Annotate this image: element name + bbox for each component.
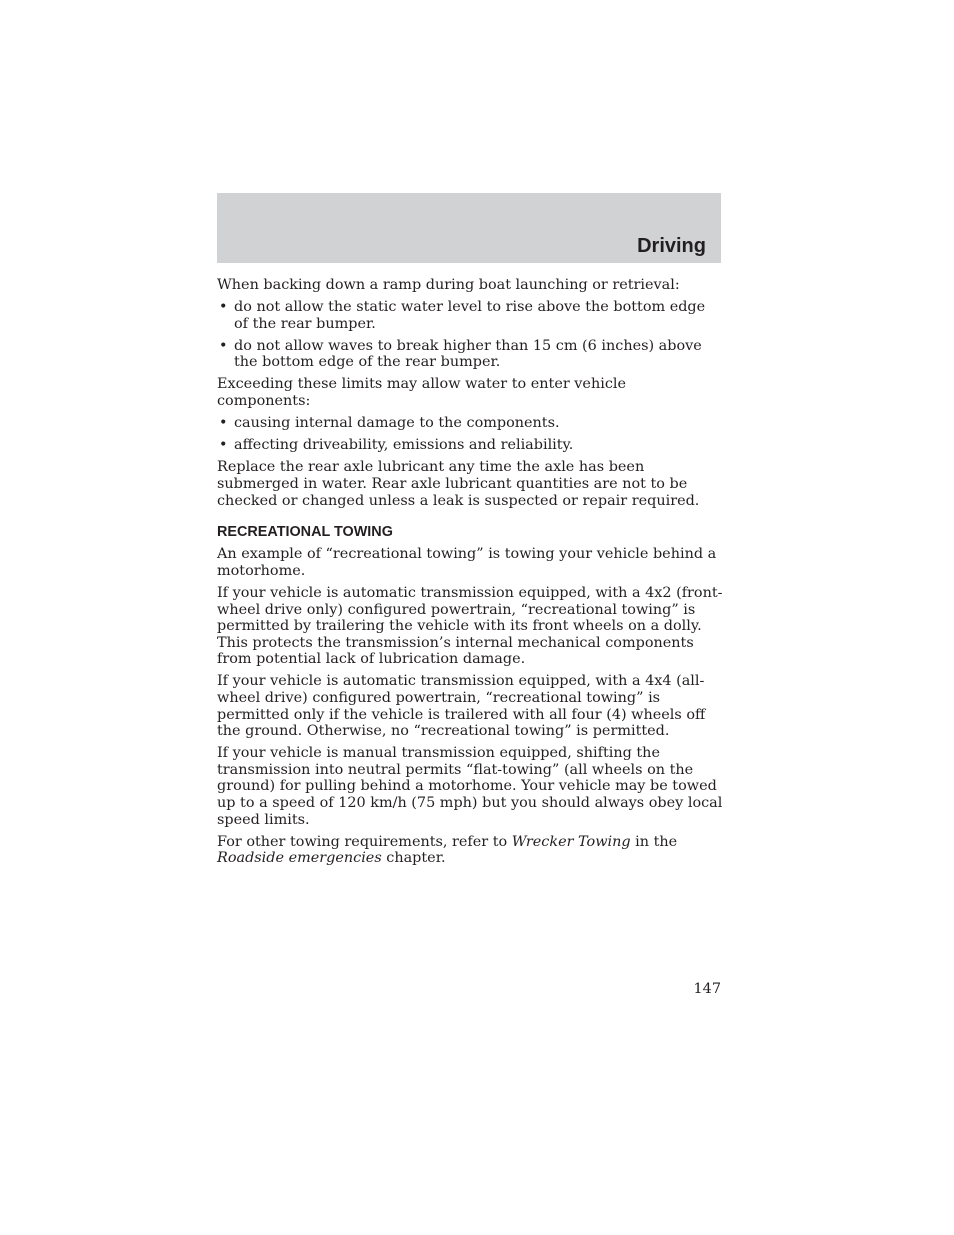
towing-paragraph-manual: If your vehicle is manual transmission equipped, shifting the transmission into neutral permits “flat-towing” (all wheels on the ground) for pulling behind a motorhome. Your vehicle may be towed up to a speed of 120 km/h (75 mph) but you should always obey local speed limits.	[217, 745, 723, 828]
bullet-icon: •	[219, 337, 228, 354]
list-item	[217, 299, 723, 332]
list-item	[217, 415, 723, 432]
list-item-text: affecting driveability, emissions and reliability.	[234, 437, 574, 454]
intro-paragraph: When backing down a ramp during boat launching or retrieval:	[217, 277, 680, 293]
wrecker-towing-reference: Wrecker Towing	[511, 833, 631, 850]
recreational-towing-heading: RECREATIONAL TOWING	[217, 524, 393, 541]
reference-prefix: For other towing requirements, refer to	[217, 833, 512, 850]
towing-paragraph-example: An example of “recreational towing” is towing your vehicle behind a motorhome.	[217, 546, 717, 579]
page-number: 147	[693, 981, 721, 997]
list-item-text: causing internal damage to the components.	[234, 415, 560, 432]
list-item-text: do not allow the static water level to rise above the bottom edge of the rear bumper.	[234, 299, 706, 332]
section-title: Driving	[637, 235, 706, 257]
list-item-text: do not allow waves to break higher than 15 cm (6 inches) above the bottom edge of the rear bumper.	[234, 337, 702, 371]
backing-bullet-list	[217, 299, 723, 371]
bullet-icon: •	[219, 299, 228, 316]
list-item	[217, 338, 723, 371]
reference-suffix: chapter.	[381, 850, 446, 867]
bullet-icon: •	[219, 437, 228, 454]
towing-reference-paragraph	[217, 834, 723, 867]
bullet-icon: •	[219, 415, 228, 432]
list-item	[217, 437, 723, 454]
exceeding-bullet-list	[217, 415, 723, 454]
towing-paragraph-4x2: If your vehicle is automatic transmission equipped, with a 4x2 (front-wheel drive only) configured powertrain, “recreational towing” is permitted by trailering the vehicle with its front wheels on a dolly. This protects the transmission’s internal mechanical components from potential lack of lubrication damage.	[217, 584, 723, 668]
towing-paragraph-4x4: If your vehicle is automatic transmission equipped, with a 4x4 (all-wheel drive) configured powertrain, “recreational towing” is permitted only if the vehicle is trailered with all four (4) wheels off the ground. Otherwise, no “recreational towing” is permitted.	[217, 673, 706, 740]
axle-paragraph: Replace the rear axle lubricant any time the axle has been submerged in water. Rear axle lubricant quantities are not to be checked or changed unless a leak is suspected or repair required.	[217, 459, 700, 509]
exceeding-paragraph: Exceeding these limits may allow water to enter vehicle components:	[217, 376, 626, 410]
page-content	[217, 277, 723, 872]
roadside-emergencies-reference: Roadside emergencies	[217, 850, 382, 867]
section-header-band	[217, 193, 721, 263]
reference-middle: in the	[630, 833, 678, 850]
